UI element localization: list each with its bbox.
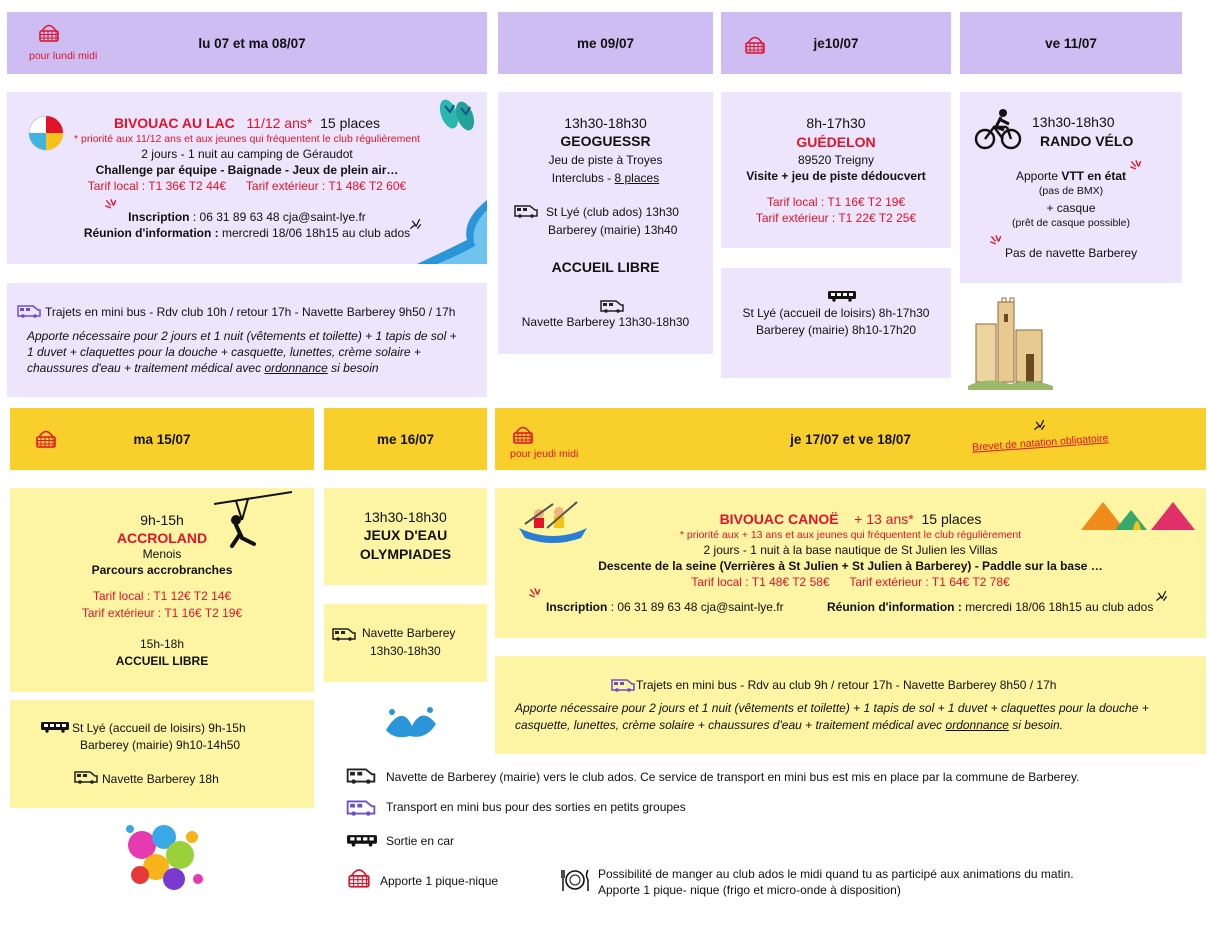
header-title: je 17/07 et ve 18/07 [790, 431, 911, 447]
bring-vtt: VTT en état [1061, 169, 1127, 183]
transport-stop: Barberey (mairie) 13h40 [548, 223, 678, 237]
reunion-value: mercredi 18/06 18h15 au club ados [965, 600, 1154, 614]
legend-manger: Apporte 1 pique- nique (frigo et micro-onde à disposition) [598, 883, 901, 897]
tarif-exterieur: Tarif extérieur : T1 64€ T2 78€ [849, 575, 1010, 589]
interclubs-text: Interclubs - [551, 171, 612, 185]
minibus-icon [611, 678, 635, 692]
color-splash-icon [118, 815, 214, 901]
navette-info: Navette Barberey 13h30-18h30 [521, 315, 690, 329]
equipment-line [27, 361, 379, 376]
minibus-icon [600, 299, 624, 313]
header-week1-fri [960, 12, 1182, 74]
header-week1-wed [498, 12, 713, 74]
tarif-exterieur: Tarif extérieur : T1 22€ T2 25€ [755, 211, 917, 225]
ordonnance-link: ordonnance [945, 718, 1009, 732]
activity-title: BIVOUAC AU LAC [113, 115, 235, 131]
inscription-value: : 06 31 89 63 48 cja@saint-lye.fr [610, 600, 784, 614]
bivouac-lac-card [7, 92, 487, 264]
activity-desc: Parcours accrobranches [91, 563, 233, 577]
navette-info: 13h30-18h30 [370, 644, 441, 658]
transport-stop: St Lyé (accueil de loisirs) 8h-17h30 [742, 306, 930, 320]
transport-line: Trajets en mini bus - Rdv club 10h / retour 17h - Navette Barberey 9h50 / 17h [45, 305, 456, 319]
transport-stop: Barberey (mairie) 8h10-17h20 [755, 323, 917, 337]
legend-piquenique: Apporte 1 pique-nique [380, 874, 499, 888]
accueil-libre: ACCUEIL LIBRE [115, 654, 209, 668]
tarifs [7, 179, 487, 195]
bivouac-canoe-card [495, 488, 1206, 638]
minibus-icon [514, 204, 538, 218]
activity-title: GEOGUESSR [560, 133, 651, 149]
header-week1-thu [721, 12, 951, 74]
header-week2-wed [324, 408, 487, 470]
activity-desc [498, 171, 713, 187]
reunion-line [7, 226, 487, 242]
attention-icon [1033, 417, 1047, 431]
castle-icon [968, 294, 1053, 390]
title-line [7, 114, 487, 132]
tarif-local: Tarif local : T1 12€ T2 14€ [92, 589, 232, 603]
minibus-icon [17, 304, 41, 318]
jeux-eau-card [324, 488, 487, 585]
transport-stop: St Lyé (club ados) 13h30 [546, 205, 679, 219]
activity-time: 8h-17h30 [806, 115, 866, 131]
duration: 2 jours - 1 nuit au camping de Géraudot [141, 147, 353, 161]
minibus-icon [346, 767, 376, 784]
header-title: ma 15/07 [133, 431, 191, 447]
header-title: me 16/07 [376, 431, 435, 447]
transport-stop: St Lyé (accueil de loisirs) 9h-15h [72, 721, 246, 735]
legend-navette: Navette de Barberey (mairie) vers le club ados. Ce service de transport en mini bus est mis en place par la commune de Barberey. [386, 770, 1080, 784]
bring-text: Apporte [1015, 169, 1058, 183]
inscription-line [546, 600, 784, 615]
program: Descente de la seine (Verrières à St Julien + St Julien à Barberey) - Paddle sur la base … [598, 559, 1103, 573]
activity-time: 9h-15h [140, 512, 184, 528]
equipment-line: Apporte nécessaire pour 2 jours et 1 nuit (vêtements et toilette) + 1 tapis de sol + [27, 329, 457, 343]
minibus-icon [332, 627, 356, 641]
transport-stop: Barberey (mairie) 9h10-14h50 [80, 738, 241, 752]
attention-icon [529, 588, 543, 602]
header-week1-mon-tue [7, 12, 487, 74]
tarifs [495, 575, 1206, 591]
tarif-local: Tarif local : T1 36€ T2 44€ [87, 179, 227, 193]
minibus-icon [74, 770, 98, 784]
attention-icon [1130, 160, 1144, 174]
equipment-text: si besoin [331, 361, 379, 375]
header-title: ve 11/07 [1045, 35, 1097, 51]
ordonnance-link: ordonnance [264, 361, 328, 375]
guedelon-card [721, 92, 951, 248]
activity-time: 13h30-18h30 [1032, 114, 1115, 130]
activity-time: 13h30-18h30 [564, 115, 647, 131]
bivouac-canoe-transport-card [495, 656, 1206, 754]
rando-velo-card [960, 92, 1182, 283]
activity-title: RANDO VÉLO [1040, 133, 1134, 149]
activity-title: GUÉDELON [796, 134, 876, 150]
activity-places: 15 places [320, 115, 381, 131]
activity-title: ACCROLAND [116, 530, 208, 546]
navette-info: Navette Barberey 18h [102, 772, 219, 786]
picnic-basket-icon [346, 864, 372, 890]
priority-note: * priorité aux + 13 ans et aux jeunes qui fréquentent le club régulièrement [679, 529, 1022, 541]
accroland-transport-card [10, 700, 314, 808]
program: Challenge par équipe - Baignade - Jeux de plein air… [95, 163, 399, 177]
bicycle-icon [974, 108, 1022, 150]
inscription-label: Inscription [128, 210, 190, 224]
equipment-text: chaussures d'eau + traitement médical avec [27, 361, 262, 375]
activity-title: BIVOUAC CANOË [719, 511, 839, 527]
reunion-label: Réunion d'information : [83, 226, 219, 240]
inscription-value: : 06 31 89 63 48 cja@saint-lye.fr [192, 210, 366, 224]
geoguessr-card [498, 92, 713, 354]
activity-title: JEUX D'EAU [363, 527, 448, 543]
tarif-local: Tarif local : T1 16€ T2 19€ [766, 195, 906, 209]
activity-desc: Visite + jeu de piste dédoucvert [746, 169, 926, 183]
water-splash-icon [382, 700, 440, 740]
accroland-card [10, 488, 314, 692]
minibus-purple-icon [346, 799, 376, 816]
transport-line: Trajets en mini bus - Rdv au club 9h / retour 17h - Navette Barberey 8h50 / 17h [636, 678, 1057, 692]
header-week2-thu-fri [495, 408, 1206, 470]
tarif-local: Tarif local : T1 48€ T2 58€ [691, 575, 830, 589]
legend-car: Sortie en car [386, 834, 455, 848]
equipment-line: Apporte nécessaire pour 2 jours et 1 nuit (vêtements et toilette) + 1 tapis de sol + 1 duvet + claquettes pour la douche + [515, 701, 1149, 715]
coach-icon [40, 721, 70, 733]
header-week2-tue [10, 408, 314, 470]
inscription-label: Inscription [546, 600, 608, 614]
bring-note: (pas de BMX) [1038, 185, 1104, 197]
bring-casque: + casque [1046, 201, 1096, 215]
title-line [495, 510, 1206, 528]
equipment-text: si besoin. [1012, 718, 1063, 732]
header-note: pour lundi midi [29, 50, 98, 62]
header-title: je10/07 [813, 35, 859, 51]
activity-place: Menois [142, 547, 182, 561]
reunion-line [827, 600, 1153, 615]
equipment-line: 1 duvet + claquettes pour la douche + casquette, lunettes, crème solaire + [27, 345, 421, 359]
accueil-libre: ACCUEIL LIBRE [551, 259, 660, 275]
coach-icon [827, 290, 857, 302]
header-title: lu 07 et ma 08/07 [198, 35, 306, 51]
places-text: 8 places [614, 171, 660, 185]
attention-icon [1155, 588, 1169, 602]
bring-note: (prêt de casque possible) [1012, 217, 1130, 229]
reunion-value: mercredi 18/06 18h15 au club ados [222, 226, 411, 240]
legend-minibus: Transport en mini bus pour des sorties en petits groupes [386, 800, 686, 814]
duration: 2 jours - 1 nuit à la base nautique de St Julien les Villas [703, 543, 998, 557]
header-title: me 09/07 [576, 35, 635, 51]
legend-manger: Possibilité de manger au club ados le midi quand tu as participé aux animations du matin. [598, 867, 1074, 881]
swim-requirement-badge: Brevet de natation obligatoire [971, 432, 1109, 454]
tarif-exterieur: Tarif extérieur : T1 48€ T2 60€ [245, 179, 407, 193]
header-note: pour jeudi midi [510, 448, 579, 460]
navette-info: Navette Barberey [362, 626, 456, 640]
activity-time: 13h30-18h30 [364, 509, 447, 525]
equipment-text: casquette, lunettes, crème solaire + chaussures d'eau + traitement médical avec [515, 718, 943, 732]
equipment-line [515, 718, 1063, 733]
activity-title: OLYMPIADES [359, 546, 452, 562]
coach-icon [346, 834, 378, 847]
attention-icon [990, 235, 1004, 249]
bivouac-lac-transport-card [7, 283, 487, 397]
activity-place: 89520 Treigny [797, 153, 875, 167]
tarif-exterieur: Tarif extérieur : T1 16€ T2 19€ [81, 606, 243, 620]
activity-age: 11/12 ans* [246, 115, 313, 131]
guedelon-transport-card [721, 268, 951, 378]
navette-info: Pas de navette Barberey [1005, 246, 1138, 260]
priority-note: * priorité aux 11/12 ans et aux jeunes qui fréquentent le club régulièrement [74, 133, 420, 145]
activity-desc: Jeu de piste à Troyes [548, 153, 663, 167]
jeux-eau-transport-card [324, 604, 487, 682]
bring-line [960, 169, 1182, 185]
activity-age: + 13 ans* [854, 511, 914, 527]
reunion-label: Réunion d'information : [827, 600, 962, 614]
activity-places: 15 places [921, 511, 982, 527]
plate-cutlery-icon [560, 867, 590, 893]
activity-time: 15h-18h [139, 637, 185, 651]
